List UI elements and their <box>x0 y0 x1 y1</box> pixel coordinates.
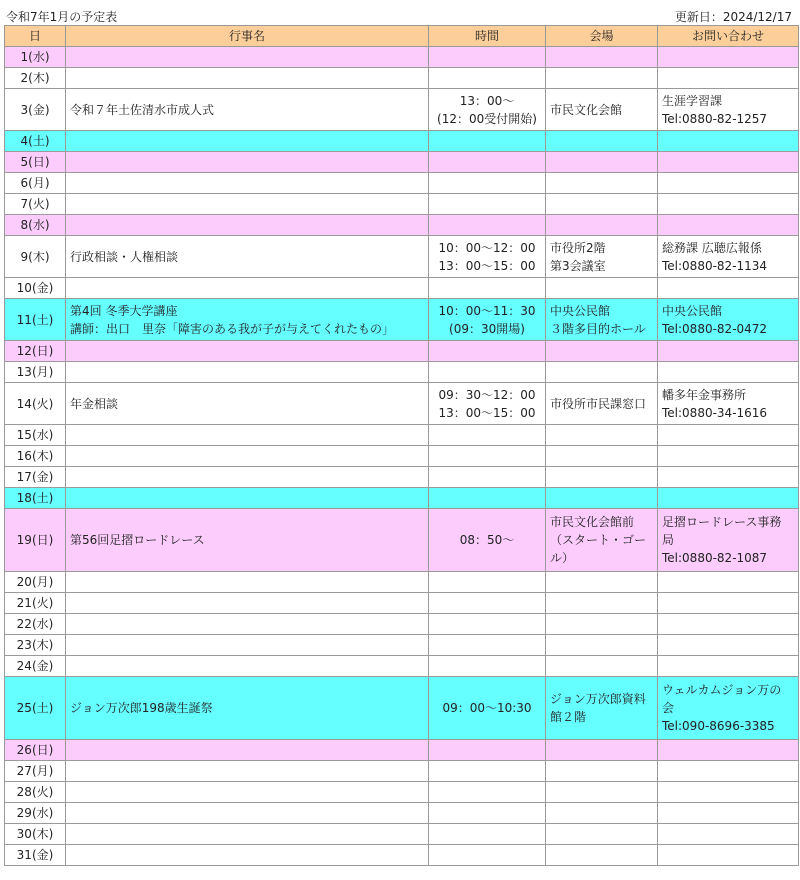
contact-cell <box>658 593 799 614</box>
contact-cell <box>658 845 799 866</box>
table-row <box>5 467 799 488</box>
table-row <box>5 215 799 236</box>
table-row <box>5 194 799 215</box>
time-text: 08：50～ <box>459 533 515 547</box>
contact-text: 幡多年金事務所 <box>662 387 747 402</box>
page-title: 令和7年1月の予定表 <box>6 10 118 24</box>
event-cell <box>66 341 429 362</box>
contact-text: 会 <box>662 701 675 715</box>
time-cell <box>429 824 546 845</box>
time-cell <box>429 782 546 803</box>
contact-cell <box>658 761 799 782</box>
table-row <box>5 383 799 425</box>
column-header-venue: 会場 <box>546 26 658 47</box>
day-cell: 27(月) <box>5 761 66 782</box>
venue-text: ３階多目的ホール <box>550 321 646 336</box>
time-cell <box>429 173 546 194</box>
contact-cell <box>658 614 799 635</box>
event-cell <box>66 824 429 845</box>
event-cell <box>66 761 429 782</box>
venue-text: ル） <box>550 551 575 565</box>
event-cell <box>66 803 429 824</box>
day-cell: 28(火) <box>5 782 66 803</box>
contact-cell <box>658 173 799 194</box>
time-cell <box>429 446 546 467</box>
contact-cell <box>658 68 799 89</box>
event-text: 令和７年土佐清水市成人式 <box>70 102 215 117</box>
venue-text: 市役所市民課窓口 <box>550 396 647 411</box>
event-cell <box>66 131 429 152</box>
event-cell <box>66 215 429 236</box>
day-cell: 15(水) <box>5 425 66 446</box>
time-cell <box>429 215 546 236</box>
contact-cell <box>658 635 799 656</box>
venue-cell <box>546 572 658 593</box>
time-cell <box>429 299 546 341</box>
time-cell <box>429 47 546 68</box>
event-cell <box>66 446 429 467</box>
contact-cell <box>658 509 799 572</box>
table-row <box>5 362 799 383</box>
venue-cell <box>546 656 658 677</box>
contact-cell <box>658 362 799 383</box>
contact-text: Tel:0880-82-1134 <box>662 258 768 273</box>
time-cell <box>429 635 546 656</box>
time-cell <box>429 236 546 278</box>
venue-cell <box>546 782 658 803</box>
contact-text: Tel:0880-82-0472 <box>662 321 768 336</box>
contact-cell <box>658 425 799 446</box>
table-row <box>5 782 799 803</box>
venue-text: 館２階 <box>550 710 587 724</box>
table-row <box>5 299 799 341</box>
contact-cell <box>658 383 799 425</box>
venue-cell <box>546 740 658 761</box>
time-text: 10：00～12：00 <box>438 240 536 255</box>
contact-cell <box>658 341 799 362</box>
event-cell <box>66 425 429 446</box>
time-cell <box>429 467 546 488</box>
table-row <box>5 47 799 68</box>
schedule-body <box>5 47 799 866</box>
time-text: (12：00受付開始) <box>437 111 537 126</box>
day-cell: 8(水) <box>5 215 66 236</box>
event-cell <box>66 572 429 593</box>
time-cell <box>429 677 546 740</box>
time-cell <box>429 740 546 761</box>
time-cell <box>429 383 546 425</box>
event-cell <box>66 740 429 761</box>
event-cell <box>66 89 429 131</box>
time-cell <box>429 425 546 446</box>
table-row <box>5 173 799 194</box>
event-text: ジョン万次郎198歳生誕祭 <box>70 701 213 715</box>
venue-cell <box>546 68 658 89</box>
contact-cell <box>658 152 799 173</box>
time-cell <box>429 488 546 509</box>
time-cell <box>429 509 546 572</box>
time-cell <box>429 362 546 383</box>
time-cell <box>429 89 546 131</box>
day-cell: 4(土) <box>5 131 66 152</box>
time-text: 10：00～11：30 <box>438 303 536 318</box>
column-header-day: 日 <box>5 26 66 47</box>
time-cell <box>429 131 546 152</box>
table-row <box>5 341 799 362</box>
venue-cell <box>546 341 658 362</box>
venue-cell <box>546 47 658 68</box>
table-row <box>5 278 799 299</box>
contact-cell <box>658 740 799 761</box>
contact-text: Tel:090-8696-3385 <box>662 719 775 733</box>
time-cell <box>429 572 546 593</box>
contact-text: Tel:0880-34-1616 <box>662 405 768 420</box>
time-cell <box>429 761 546 782</box>
time-text: 13：00～15：00 <box>438 258 536 273</box>
table-row <box>5 488 799 509</box>
event-cell <box>66 236 429 278</box>
event-cell <box>66 383 429 425</box>
venue-cell <box>546 635 658 656</box>
event-cell <box>66 68 429 89</box>
event-cell <box>66 593 429 614</box>
venue-cell <box>546 215 658 236</box>
table-row <box>5 68 799 89</box>
event-cell <box>66 656 429 677</box>
day-cell: 29(水) <box>5 803 66 824</box>
time-cell <box>429 614 546 635</box>
event-text: 年金相談 <box>70 396 119 411</box>
time-cell <box>429 803 546 824</box>
day-cell: 6(月) <box>5 173 66 194</box>
time-cell <box>429 194 546 215</box>
day-cell: 13(月) <box>5 362 66 383</box>
table-row <box>5 677 799 740</box>
day-cell: 26(日) <box>5 740 66 761</box>
day-cell: 12(日) <box>5 341 66 362</box>
time-cell <box>429 341 546 362</box>
contact-text: Tel:0880-82-1087 <box>662 551 768 565</box>
day-cell: 11(土) <box>5 299 66 341</box>
event-cell <box>66 47 429 68</box>
event-cell <box>66 845 429 866</box>
day-cell: 31(金) <box>5 845 66 866</box>
contact-cell <box>658 194 799 215</box>
venue-cell <box>546 131 658 152</box>
event-text: 行政相談・人権相談 <box>70 249 179 264</box>
venue-cell <box>546 173 658 194</box>
event-cell <box>66 635 429 656</box>
event-text: 第4回 冬季大学講座 <box>70 303 178 318</box>
table-row <box>5 845 799 866</box>
contact-cell <box>658 278 799 299</box>
table-row <box>5 446 799 467</box>
event-cell <box>66 173 429 194</box>
venue-text: 市役所2階 <box>550 240 606 255</box>
venue-cell <box>546 236 658 278</box>
venue-text: 第3会議室 <box>550 258 606 273</box>
contact-cell <box>658 488 799 509</box>
day-cell: 9(木) <box>5 236 66 278</box>
event-cell <box>66 782 429 803</box>
page-header <box>0 0 800 26</box>
day-cell: 1(水) <box>5 47 66 68</box>
day-cell: 24(金) <box>5 656 66 677</box>
contact-cell <box>658 803 799 824</box>
contact-text: 足摺ロードレース事務 <box>662 515 782 529</box>
event-cell <box>66 488 429 509</box>
table-row <box>5 656 799 677</box>
day-cell: 21(火) <box>5 593 66 614</box>
table-row <box>5 761 799 782</box>
contact-cell <box>658 446 799 467</box>
contact-cell <box>658 572 799 593</box>
venue-text: 中央公民館 <box>550 303 611 318</box>
venue-text: ジョン万次郎資料 <box>550 692 646 706</box>
venue-cell <box>546 299 658 341</box>
event-cell <box>66 362 429 383</box>
event-text: 講師：出口 里奈「障害のある我が子が与えてくれたもの」 <box>70 321 395 336</box>
event-text: 第56回足摺ロードレース <box>70 533 205 547</box>
venue-cell <box>546 467 658 488</box>
venue-cell <box>546 614 658 635</box>
venue-text: （スタート・ゴー <box>550 533 647 547</box>
table-header-row <box>5 26 799 47</box>
day-cell: 14(火) <box>5 383 66 425</box>
venue-cell <box>546 761 658 782</box>
day-cell: 18(土) <box>5 488 66 509</box>
venue-cell <box>546 278 658 299</box>
venue-cell <box>546 194 658 215</box>
event-cell <box>66 677 429 740</box>
venue-cell <box>546 845 658 866</box>
contact-cell <box>658 656 799 677</box>
contact-cell <box>658 236 799 278</box>
contact-cell <box>658 299 799 341</box>
table-row <box>5 614 799 635</box>
time-cell <box>429 845 546 866</box>
event-cell <box>66 152 429 173</box>
contact-cell <box>658 47 799 68</box>
time-cell <box>429 152 546 173</box>
contact-text: 中央公民館 <box>662 303 723 318</box>
event-cell <box>66 614 429 635</box>
venue-text: 市民文化会館前 <box>550 515 635 529</box>
contact-cell <box>658 89 799 131</box>
day-cell: 7(火) <box>5 194 66 215</box>
column-header-time: 時間 <box>429 26 546 47</box>
day-cell: 5(日) <box>5 152 66 173</box>
day-cell: 16(木) <box>5 446 66 467</box>
table-row <box>5 236 799 278</box>
venue-text: 市民文化会館 <box>550 102 623 117</box>
table-row <box>5 425 799 446</box>
time-cell <box>429 68 546 89</box>
day-cell: 20(月) <box>5 572 66 593</box>
contact-text: ウェルカムジョン万の <box>662 683 782 697</box>
time-text: (09：30開場) <box>449 321 525 336</box>
table-row <box>5 131 799 152</box>
contact-cell <box>658 215 799 236</box>
day-cell: 10(金) <box>5 278 66 299</box>
contact-cell <box>658 782 799 803</box>
day-cell: 17(金) <box>5 467 66 488</box>
contact-text: 総務課 広聴広報係 <box>662 240 762 255</box>
event-cell <box>66 509 429 572</box>
day-cell: 3(金) <box>5 89 66 131</box>
table-row <box>5 89 799 131</box>
day-cell: 25(土) <box>5 677 66 740</box>
event-cell <box>66 194 429 215</box>
event-cell <box>66 299 429 341</box>
time-cell <box>429 593 546 614</box>
time-text: 09：30～12：00 <box>438 387 536 402</box>
column-header-contact: お問い合わせ <box>658 26 799 47</box>
contact-text: Tel:0880-82-1257 <box>662 111 768 126</box>
venue-cell <box>546 824 658 845</box>
table-row <box>5 635 799 656</box>
time-text: 13：00～ <box>459 93 515 108</box>
table-row <box>5 509 799 572</box>
table-row <box>5 593 799 614</box>
venue-cell <box>546 803 658 824</box>
time-text: 13：00～15：00 <box>438 405 536 420</box>
contact-text: 局 <box>662 533 675 547</box>
venue-cell <box>546 425 658 446</box>
day-cell: 30(木) <box>5 824 66 845</box>
venue-cell <box>546 362 658 383</box>
table-row <box>5 572 799 593</box>
time-text: 09：00～10:30 <box>442 701 532 715</box>
table-row <box>5 803 799 824</box>
venue-cell <box>546 677 658 740</box>
contact-text: 生涯学習課 <box>662 93 723 108</box>
day-cell: 2(木) <box>5 68 66 89</box>
day-cell: 22(水) <box>5 614 66 635</box>
table-row <box>5 152 799 173</box>
time-cell <box>429 656 546 677</box>
venue-cell <box>546 383 658 425</box>
venue-cell <box>546 446 658 467</box>
contact-cell <box>658 131 799 152</box>
contact-cell <box>658 677 799 740</box>
table-row <box>5 824 799 845</box>
schedule-table <box>4 25 799 866</box>
time-cell <box>429 278 546 299</box>
table-row <box>5 740 799 761</box>
contact-cell <box>658 467 799 488</box>
event-cell <box>66 467 429 488</box>
event-cell <box>66 278 429 299</box>
venue-cell <box>546 488 658 509</box>
venue-cell <box>546 509 658 572</box>
contact-cell <box>658 824 799 845</box>
day-cell: 19(日) <box>5 509 66 572</box>
venue-cell <box>546 593 658 614</box>
venue-cell <box>546 152 658 173</box>
column-header-event: 行事名 <box>66 26 429 47</box>
updated-date: 更新日：2024/12/17 <box>674 10 792 24</box>
venue-cell <box>546 89 658 131</box>
day-cell: 23(木) <box>5 635 66 656</box>
